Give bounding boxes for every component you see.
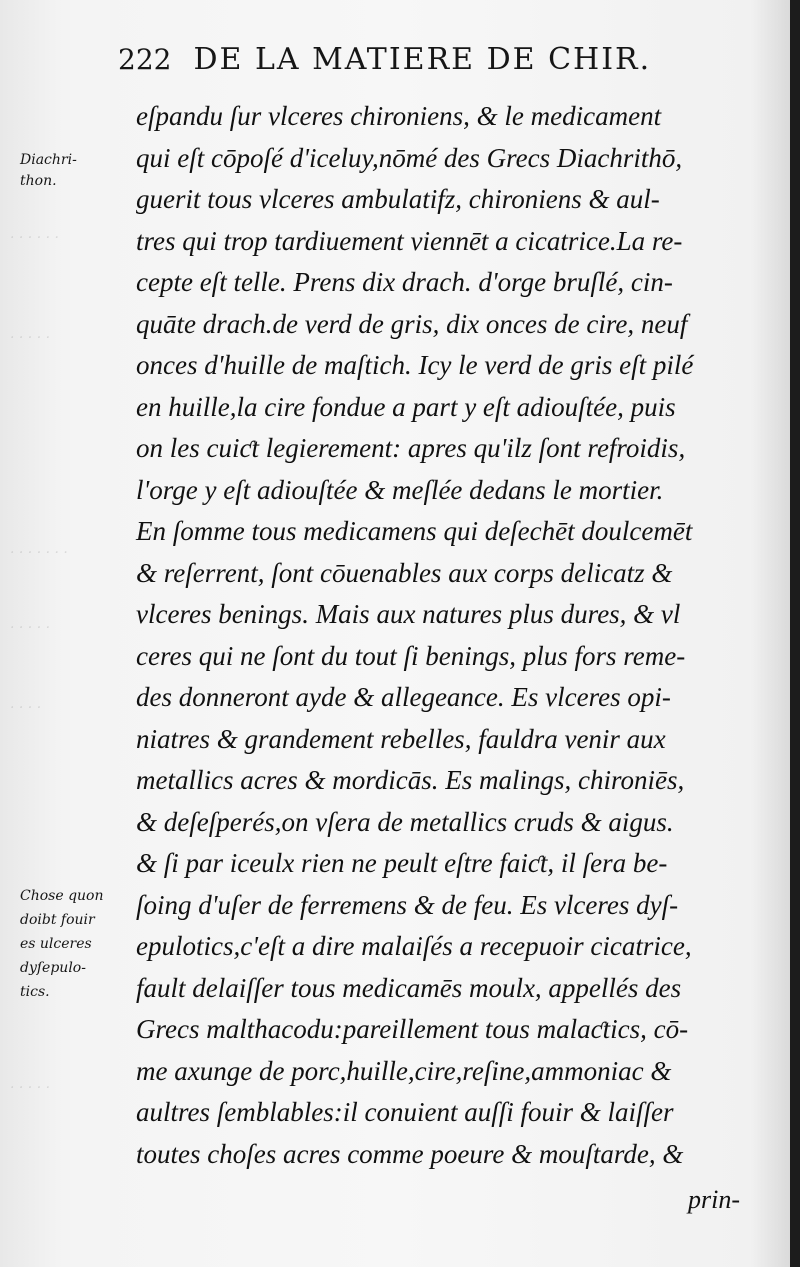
text-line: quāte drach.de verd de gris, dix onces de cire, neuf — [136, 308, 688, 339]
text-line: & reſerrent, ſont cōuenables aux corps delicatz & — [136, 557, 673, 588]
text-line: on les cuiƈt legierement: apres qu'ilz ſont refroidis, — [136, 433, 686, 463]
text-line: onces d'huille de maſtich. Icy le verd de gris eſt pilé — [136, 350, 694, 380]
margin-note-line: es ulceres — [20, 936, 92, 952]
text-line: & deſeſperés,on vſera de metallics cruds & aigus. — [136, 806, 674, 837]
text-line: niatres & grandement rebelles, fauldra venir aux — [136, 723, 666, 754]
text-line: des donneront ayde & allegeance. Es vlceres opi- — [136, 682, 671, 712]
text-line: En ſomme tous medicamens qui deſechēt doulcemēt — [136, 516, 693, 546]
margin-note-line: Diachri- — [20, 152, 77, 168]
page-number: 222 — [118, 43, 172, 76]
margin-note-line: thon. — [20, 173, 57, 189]
text-line: cepte eſt telle. Prens dix drach. d'orge bruſlé, cin- — [136, 267, 673, 297]
text-line: toutes choſes acres comme poeure & mouſtarde, & — [136, 1138, 684, 1169]
margin-note-line: dyſepulo- — [20, 960, 86, 976]
body-text — [136, 96, 772, 1175]
text-line: me axunge de porc,huille,cire,reſine,ammoniac & — [136, 1055, 672, 1086]
text-line: eſpandu ſur vlceres chironiens, & le medicament — [136, 101, 662, 131]
margin-note-line: tics. — [20, 984, 50, 1000]
text-line: & ſi par iceulx rien ne peult eſtre faiƈt, il ſera be- — [136, 848, 668, 878]
running-title: DE LA MATIERE DE CHIR. — [193, 42, 652, 77]
page-edge-shadow — [790, 0, 800, 1267]
text-line: metallics acres & mordicās. Es malings, chironiēs, — [136, 765, 685, 795]
running-head — [118, 42, 768, 92]
text-line: Grecs malthacodu:pareillement tous malaƈtics, cō- — [136, 1014, 689, 1044]
text-line: aultres ſemblables:il conuient auſſi fouir & laiſſer — [136, 1097, 674, 1127]
margin-note-chose-quon-doibt-fouir — [20, 884, 130, 1004]
text-line: qui eſt cōpoſé d'iceluy,nōmé des Grecs Diachrithō, — [136, 142, 683, 173]
text-line: epulotics,c'eſt a dire malaiſés a recepuoir cicatrice, — [136, 931, 692, 961]
text-line: vlceres benings. Mais aux natures plus dures, & vl — [136, 599, 681, 629]
text-line: guerit tous vlceres ambulatifz, chironiens & aul- — [136, 184, 660, 214]
text-line: ſoing d'uſer de ferremens & de feu. Es vlceres dyſ- — [136, 889, 679, 920]
margin-note-line: Chose quon — [20, 888, 104, 904]
text-line: l'orge y eſt adiouſtée & meſlée dedans le mortier. — [136, 474, 664, 505]
text-line: tres qui trop tardiuement viennēt a cicatrice.La re- — [136, 225, 683, 256]
margin-note-line: doibt fouir — [20, 912, 95, 928]
text-line: fault delaiſſer tous medicamēs moulx, appellés des — [136, 972, 682, 1003]
text-line: en huille,la cire fondue a part y eſt adiouſtée, puis — [136, 391, 676, 422]
catchword: prin- — [688, 1185, 740, 1214]
text-line: ceres qui ne ſont du tout ſi benings, plus fors reme- — [136, 640, 686, 671]
margin-note-diachrithon — [20, 150, 130, 192]
show-through-text: · · · · · · · · · · · · · · · · · · · · · · · · · · · · · · · · — [10, 230, 68, 1096]
